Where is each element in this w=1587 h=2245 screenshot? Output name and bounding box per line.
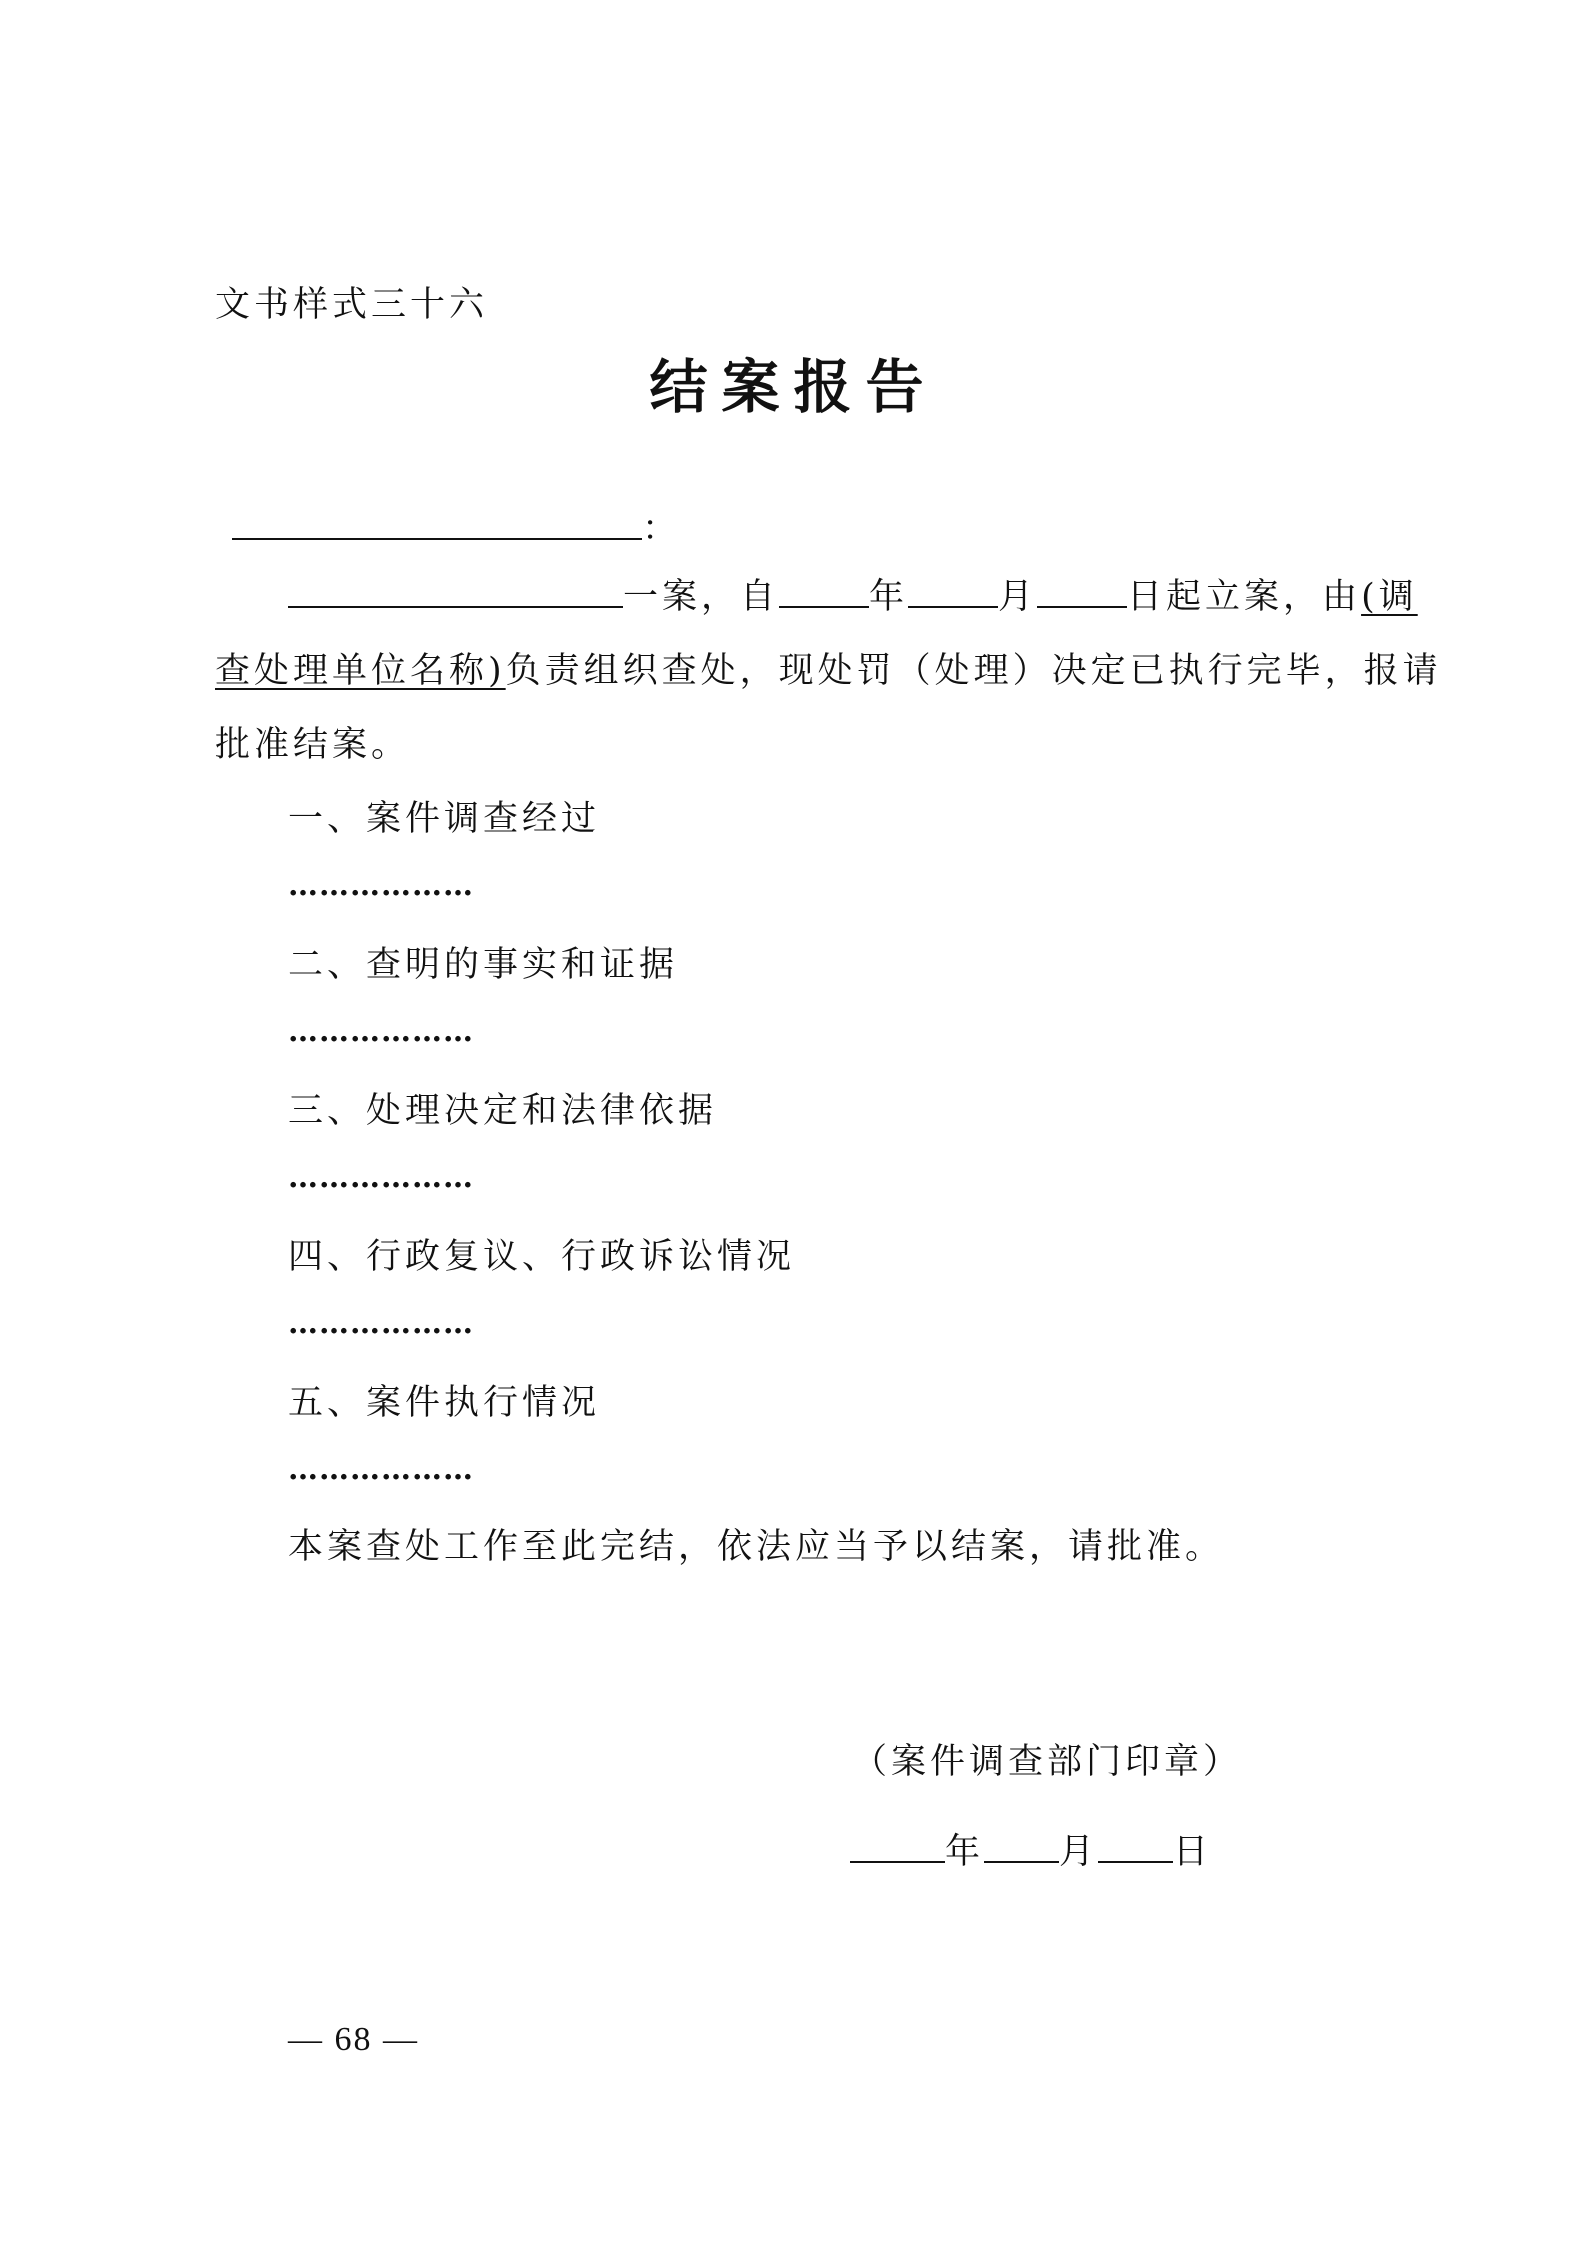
closing-statement: 本案查处工作至此完结，依法应当予以结案，请批准。 <box>288 1527 1225 1567</box>
case-suffix-text: 一案，自 <box>623 577 780 617</box>
day-text: 日起立案，由 <box>1127 577 1362 617</box>
signature-day-text: 日 <box>1173 1832 1213 1872</box>
opening-line-1 <box>288 577 1418 617</box>
year-text: 年 <box>869 577 909 617</box>
month-text: 月 <box>998 577 1038 617</box>
page-number: — 68 — <box>288 2021 419 2058</box>
form-code: 文书样式三十六 <box>215 285 489 325</box>
case-name-blank[interactable] <box>288 605 623 608</box>
signature-month-text: 月 <box>1059 1832 1099 1872</box>
unit-name-part1: (调 <box>1361 577 1418 617</box>
signature-date-line <box>850 1832 1213 1872</box>
signature-day-blank[interactable] <box>1098 1860 1173 1863</box>
section-placeholder-5: ……………… <box>288 1452 474 1487</box>
section-placeholder-2: ……………… <box>288 1014 474 1049</box>
section-heading-3: 三、处理决定和法律依据 <box>288 1091 718 1131</box>
section-heading-1: 一、案件调查经过 <box>288 799 601 839</box>
section-placeholder-1: ……………… <box>288 868 474 903</box>
addressee-colon: ： <box>642 509 682 549</box>
signature-year-text: 年 <box>945 1832 985 1872</box>
unit-name-part2: 查处理单位名称) <box>215 651 506 691</box>
section-heading-2: 二、查明的事实和证据 <box>288 945 679 985</box>
opening-line-2 <box>215 651 1442 691</box>
opening-line-3: 批准结案。 <box>215 725 411 765</box>
month-blank[interactable] <box>908 605 998 608</box>
addressee-blank[interactable] <box>232 537 642 540</box>
section-placeholder-3: ……………… <box>288 1160 474 1195</box>
stamp-label: （案件调查部门印章） <box>852 1742 1243 1782</box>
section-placeholder-4: ……………… <box>288 1306 474 1341</box>
section-heading-5: 五、案件执行情况 <box>288 1383 601 1423</box>
year-blank[interactable] <box>779 605 869 608</box>
signature-year-blank[interactable] <box>850 1860 945 1863</box>
day-blank[interactable] <box>1037 605 1127 608</box>
signature-month-blank[interactable] <box>984 1860 1059 1863</box>
opening-line-2-text: 负责组织查处，现处罚（处理）决定已执行完毕，报请 <box>505 651 1442 691</box>
section-heading-4: 四、行政复议、行政诉讼情况 <box>288 1237 796 1277</box>
document-title: 结案报告 <box>649 353 938 421</box>
addressee-line <box>232 509 682 549</box>
